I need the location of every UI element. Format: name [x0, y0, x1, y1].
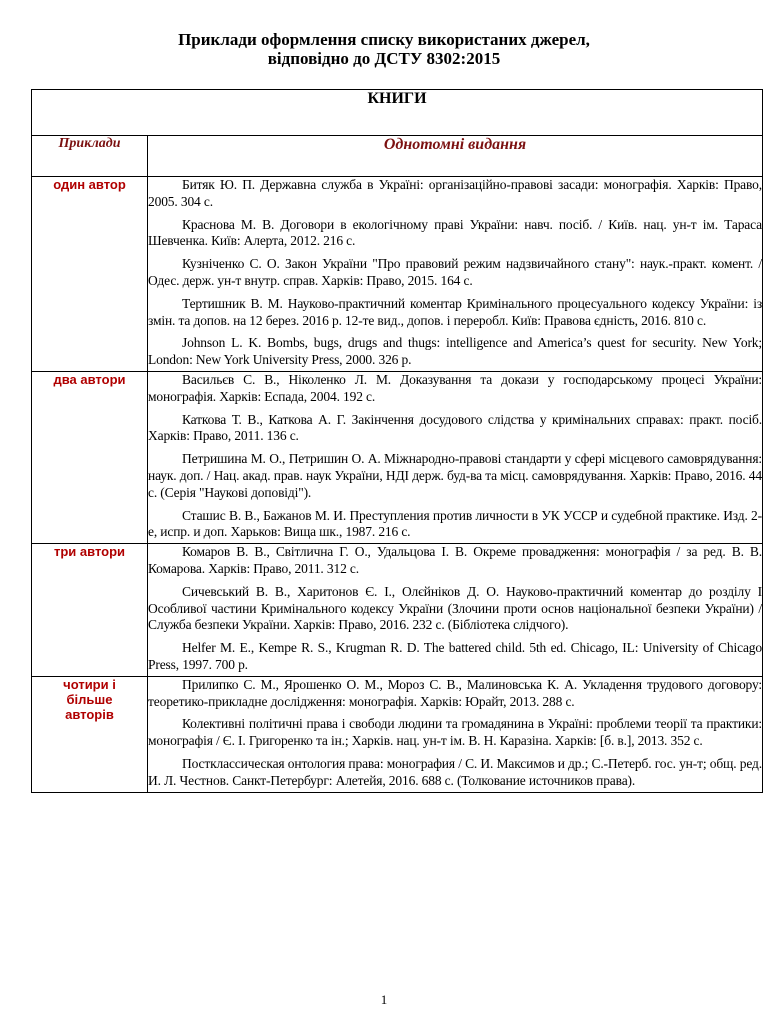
group-row-three-authors [32, 544, 763, 677]
category-label: два автори [32, 371, 148, 543]
group-row-one-author [32, 177, 763, 372]
section-title: КНИГИ [32, 90, 763, 136]
category-label: чотири і більше авторів [32, 676, 148, 792]
reference-entry: Каткова Т. В., Каткова А. Г. Закінчення досудового слідства у кримінальних справах: практ. посіб. Харків: Право, 2011. 136 с. [148, 411, 762, 444]
section-header-row [32, 90, 763, 136]
reference-entry: Сичевський В. В., Харитонов Є. І., Олєйніков Д. О. Науково-практичний коментар до розділу І Особливої частини Кримінального кодексу України (Злочини проти основ національної безпеки України) / Служба безпеки України. Харків: Право, 2016. 232 с. (Бібліотека слідчого). [148, 583, 762, 633]
category-label: один автор [32, 177, 148, 372]
group-row-four-plus-authors [32, 676, 763, 792]
reference-entry: Васильєв С. В., Ніколенко Л. М. Доказування та докази у господарському процесі України: монографія. Харків: Еспада, 2004. 192 с. [148, 371, 762, 404]
reference-entry: Сташис В. В., Бажанов М. И. Преступления против личности в УК УССР и судебной практике. Изд. 2-е, испр. и доп. Харьков: Вища шк., 1987. 216 с. [148, 507, 762, 540]
reference-entry: Helfer M. E., Kempe R. S., Krugman R. D. The battered child. 5th ed. Chicago, IL: University of Chicago Press, 1997. 700 p. [148, 640, 762, 672]
reference-entry: Johnson L. K. Bombs, bugs, drugs and thugs: intelligence and America’s quest for security. New York; London: New York University Press, 2000. 326 p. [148, 335, 762, 368]
reference-entry: Колективні політичні права і свободи людини та громадянина в Україні: проблеми теорії та практики: монографія / Є. І. Григоренко та ін.; Харків. нац. ун-т ім. В. Н. Каразіна. Харків: [б. в.], 2013. 352 с. [148, 716, 762, 749]
reference-entry: Постклассическая онтология права: монография / С. И. Максимов и др.; С.-Петерб. гос. ун-т; общ. ред. И. Л. Честнов. Санкт-Петербург: Алетейя, 2016. 688 с. (Толкование источников права). [148, 755, 762, 788]
reference-list [148, 676, 763, 792]
category-label: три автори [32, 544, 148, 677]
reference-entry: Комаров В. В., Світлична Г. О., Удальцова І. В. Окреме провадження: монографія / за ред. В. В. Комарова. Харків: Право, 2011. 312 с. [148, 544, 762, 576]
reference-entry: Прилипко С. М., Ярошенко О. М., Мороз С. В., Малиновська К. А. Укладення трудового договору: теоретико-прикладне дослідження: монографія. Харків: Юрайт, 2013. 288 с. [148, 676, 762, 709]
group-row-two-authors [32, 371, 763, 543]
reference-list [148, 177, 763, 372]
examples-header: Приклади [32, 136, 148, 177]
references-table [31, 89, 763, 793]
edition-type-header: Однотомні видання [148, 136, 763, 177]
page-title [0, 30, 768, 68]
reference-entry: Петришина М. О., Петришин О. А. Міжнародно-правові стандарти у сфері місцевого самоврядування: наук. доп. / Нац. акад. прав. наук України, НДІ держ. буд-ва та місц. самоврядування. Харків: Право, 2016. 44 с. (Серія "Наукові доповіді"). [148, 451, 762, 500]
reference-list [148, 544, 763, 677]
title-line-2: відповідно до ДСТУ 8302:2015 [267, 49, 501, 68]
reference-entry: Тертишник В. М. Науково-практичний коментар Кримінального процесуального кодексу України: із змін. та допов. на 12 берез. 2016 р. 12-те вид., допов. і переробл. Київ: Правова єдність, 2016. 810 с. [148, 295, 762, 328]
reference-entry: Битяк Ю. П. Державна служба в Україні: організаційно-правові засади: монографія. Харків: Право, 2005. 304 с. [148, 177, 762, 209]
subheader-row [32, 136, 763, 177]
reference-entry: Краснова М. В. Договори в екологічному праві України: навч. посіб. / Київ. нац. ун-т ім. Тараса Шевченка. Київ: Алерта, 2012. 216 с. [148, 216, 762, 249]
page-number: 1 [380, 992, 388, 1007]
reference-entry: Кузніченко С. О. Закон України "Про правовий режим надзвичайного стану": наук.-практ. комент. / Одес. держ. ун-т внутр. справ. Харків: Право, 2015. 164 с. [148, 256, 762, 288]
title-line-1: Приклади оформлення списку використаних джерел, [178, 30, 590, 49]
reference-list [148, 371, 763, 543]
